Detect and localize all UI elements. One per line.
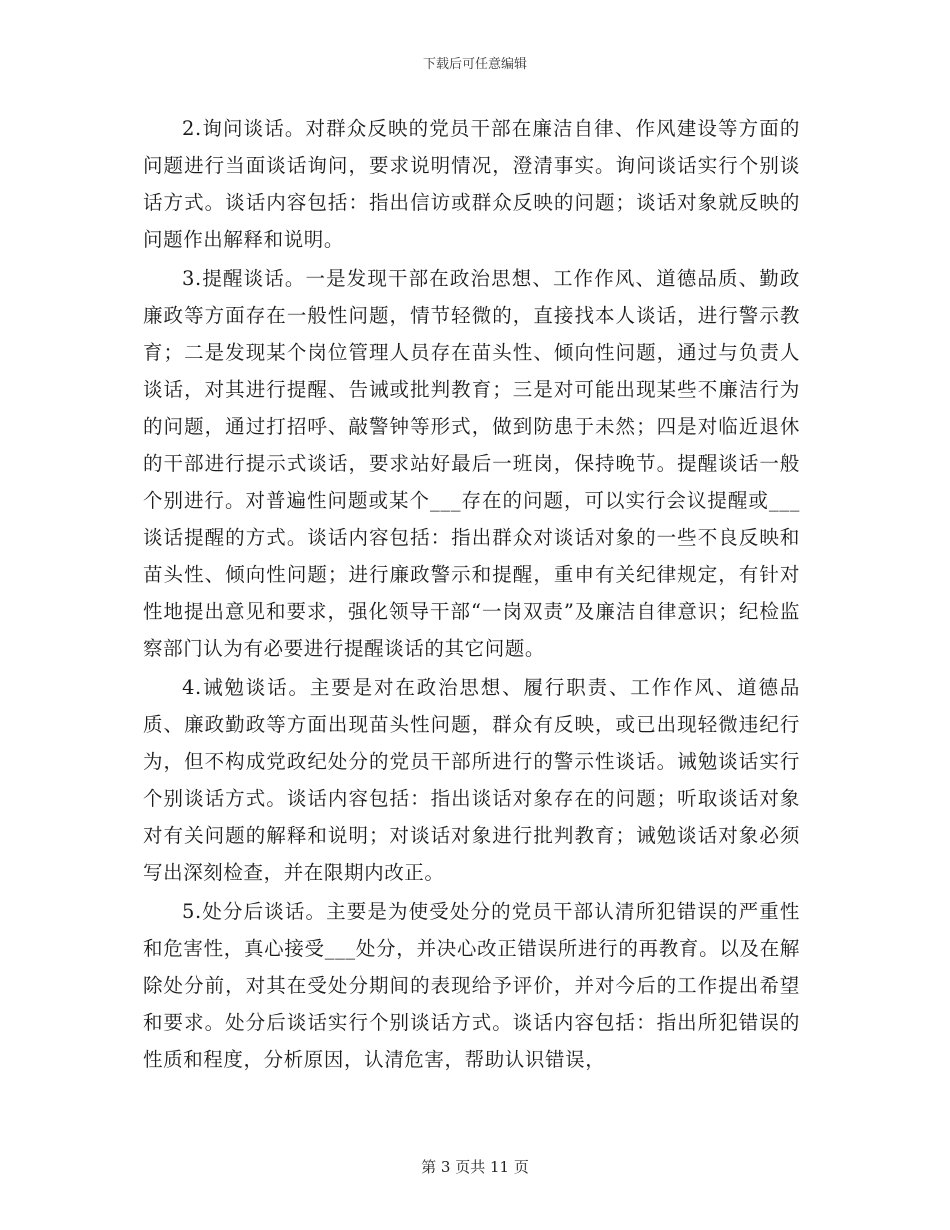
document-body — [143, 110, 800, 1078]
paragraph-inquiry-talk: 2.询问谈话。对群众反映的党员干部在廉洁自律、作风建设等方面的问题进行当面谈话询问，要求说明情况，澄清事实。询问谈话实行个别谈话方式。谈话内容包括：指出信访或群众反映的问题；谈话对象就反映的问题作出解释和说明。 — [143, 117, 800, 251]
page-number: 第 3 页共 11 页 — [421, 1158, 529, 1176]
paragraph-reminder-talk: 3.提醒谈话。一是发现干部在政治思想、工作作风、道德品质、勤政廉政等方面存在一般性问题，情节轻微的，直接找本人谈话，进行警示教育；二是发现某个岗位管理人员存在苗头性、倾向性问题，通过与负责人谈话，对其进行提醒、告诫或批判教育；三是对可能出现某些不廉洁行为的问题，通过打招呼、敲警钟等形式，做到防患于未然；四是对临近退休的干部进行提示式谈话，要求站好最后一班岗，保持晚节。提醒谈话一般个别进行。对普遍性问题或某个___存在的问题，可以实行会议提醒或___谈话提醒的方式。谈话内容包括：指出群众对谈话对象的一些不良反映和苗头性、倾向性问题；进行廉政警示和提醒，重申有关纪律规定，有针对性地提出意见和要求，强化领导干部“一岗双责”及廉洁自律意识；纪检监察部门认为有必要进行提醒谈话的其它问题。 — [143, 267, 800, 660]
paragraph-admonition-talk: 4.诫勉谈话。主要是对在政治思想、履行职责、工作作风、道德品质、廉政勤政等方面出现苗头性问题，群众有反映，或已出现轻微违纪行为，但不构成党政纪处分的党员干部所进行的警示性谈话。诫勉谈话实行个别谈话方式。谈话内容包括：指出谈话对象存在的问题；听取谈话对象对有关问题的解释和说明；对谈话对象进行批判教育；诫勉谈话对象必须写出深刻检查，并在限期内改正。 — [143, 676, 800, 884]
paragraph-post-discipline-talk: 5.处分后谈话。主要是为使受处分的党员干部认清所犯错误的严重性和危害性，真心接受___处分，并决心改正错误所进行的再教育。以及在解除处分前，对其在受处分期间的表现给予评价，并对今后的工作提出希望和要求。处分后谈话实行个别谈话方式。谈话内容包括：指出所犯错误的性质和程度，分析原因，认清危害，帮助认识错误， — [143, 900, 800, 1071]
page-header: 下载后可任意编辑 — [422, 57, 527, 72]
